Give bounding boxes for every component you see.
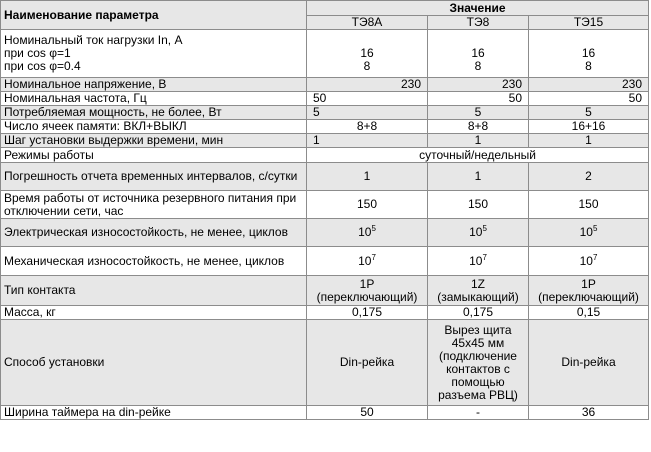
current-value: 16 [360,46,374,60]
frequency-te15: 50 [529,92,649,106]
row-modes [1,148,649,163]
current-label [1,30,307,78]
mech-wear-te8: $10^7$ [428,247,529,276]
error-te8a: 1 [307,163,428,191]
modes-label: Режимы работы [1,148,307,163]
backup-te8a: 150 [307,191,428,219]
row-mech-wear [1,247,649,276]
row-power [1,106,649,120]
row-electric-wear [1,219,649,247]
model-te8: ТЭ8 [428,16,529,30]
width-te8: - [428,406,529,420]
row-width [1,406,649,420]
memory-label: Число ячеек памяти: ВКЛ+ВЫКЛ [1,120,307,134]
mounting-te8a: Din-рейка [307,320,428,406]
backup-te15: 150 [529,191,649,219]
value-header: Значение [307,1,649,16]
power-te8: 5 [428,106,529,120]
contact-te8a: 1Р (переключающий) [307,276,428,306]
mass-te15: 0,15 [529,306,649,320]
current-label-line: при cos φ=0.4 [4,59,81,73]
row-memory [1,120,649,134]
voltage-te15: 230 [529,78,649,92]
mech-wear-te15: $10^7$ [529,247,649,276]
frequency-label: Номинальная частота, Гц [1,92,307,106]
param-header: Наименование параметра [1,1,307,30]
row-current [1,30,649,78]
row-voltage [1,78,649,92]
step-te8: 1 [428,134,529,148]
current-te8 [428,30,529,78]
step-te8a: 1 [307,134,428,148]
header-row [1,1,649,16]
error-label: Погрешность отчета временных интервалов, с/сутки [1,163,307,191]
voltage-te8a: 230 [307,78,428,92]
power-te8a: 5 [307,106,428,120]
width-label: Ширина таймера на din-рейке [1,406,307,420]
mass-te8a: 0,175 [307,306,428,320]
memory-te8a: 8+8 [307,120,428,134]
row-backup [1,191,649,219]
power-label: Потребляемая мощность, не более, Вт [1,106,307,120]
current-value: 16 [471,46,485,60]
electric-wear-te15: $10^5$ [529,219,649,247]
row-contact [1,276,649,306]
step-label: Шаг установки выдержки времени, мин [1,134,307,148]
backup-te8: 150 [428,191,529,219]
row-step [1,134,649,148]
frequency-te8a: 50 [307,92,428,106]
mounting-te15: Din-рейка [529,320,649,406]
model-te8a: ТЭ8А [307,16,428,30]
memory-te8: 8+8 [428,120,529,134]
electric-wear-te8a: $10^5$ [307,219,428,247]
contact-te8: 1Z (замыкающий) [428,276,529,306]
mounting-te8: Вырез щита 45х45 мм (подключение контактов с помощью разъема РВЦ) [428,320,529,406]
mass-label: Масса, кг [1,306,307,320]
error-te15: 2 [529,163,649,191]
current-te15 [529,30,649,78]
modes-value: суточный/недельный [307,148,649,163]
electric-wear-label: Электрическая износостойкость, не менее, циклов [1,219,307,247]
voltage-label: Номинальное напряжение, В [1,78,307,92]
error-te8: 1 [428,163,529,191]
row-mounting [1,320,649,406]
width-te8a: 50 [307,406,428,420]
backup-label: Время работы от источника резервного питания при отключении сети, час [1,191,307,219]
contact-te15: 1Р (переключающий) [529,276,649,306]
memory-te15: 16+16 [529,120,649,134]
current-value: 8 [363,59,371,73]
electric-wear-te8: $10^5$ [428,219,529,247]
step-te15: 1 [529,134,649,148]
current-value: 8 [474,59,482,73]
row-frequency [1,92,649,106]
current-label-line: при cos φ=1 [4,46,71,60]
model-te15: ТЭ15 [529,16,649,30]
mech-wear-te8a: $10^7$ [307,247,428,276]
frequency-te8: 50 [428,92,529,106]
voltage-te8: 230 [428,78,529,92]
current-value: 16 [581,46,596,60]
current-label-line: Номинальный ток нагрузки In, А [4,33,183,47]
row-error [1,163,649,191]
current-value: 8 [585,59,592,73]
mass-te8: 0,175 [428,306,529,320]
mounting-label: Способ установки [1,320,307,406]
row-mass [1,306,649,320]
contact-label: Тип контакта [1,276,307,306]
power-te15: 5 [529,106,649,120]
current-te8a [307,30,428,78]
mech-wear-label: Механическая износостойкость, не менее, циклов [1,247,307,276]
width-te15: 36 [529,406,649,420]
